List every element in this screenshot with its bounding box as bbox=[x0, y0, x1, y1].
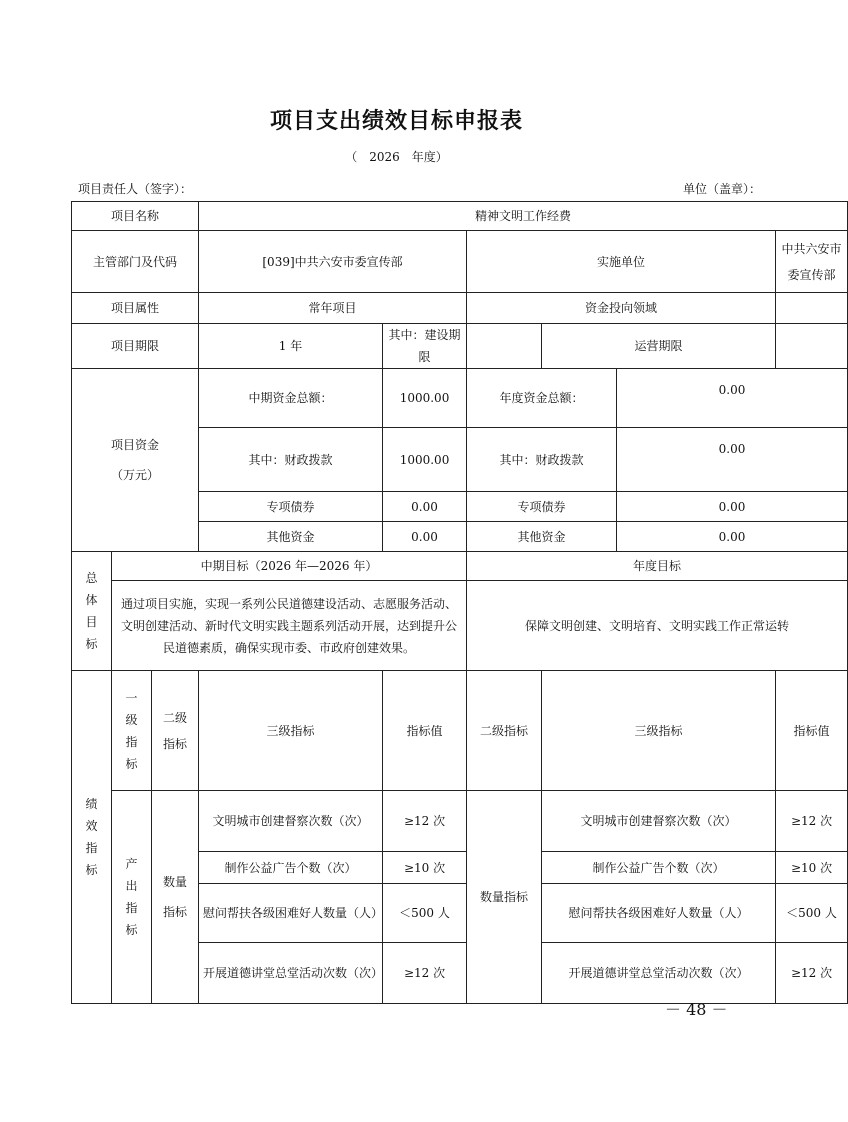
year-indicator-name: 慰问帮扶各级困难好人数量（人） bbox=[542, 884, 776, 943]
header-value: 指标值 bbox=[383, 671, 467, 791]
year-fiscal-label: 其中：财政拨款 bbox=[467, 428, 617, 492]
mid-other-label: 其他资金 bbox=[199, 522, 383, 552]
level1-output-char: 指 bbox=[125, 901, 138, 915]
build-label: 其中：建设期限 bbox=[383, 324, 467, 369]
declaration-table bbox=[71, 201, 848, 1004]
header-level1-char: 标 bbox=[125, 756, 138, 771]
row-goals-body bbox=[72, 581, 848, 671]
project-name-value: 精神文明工作经费 bbox=[199, 202, 848, 231]
mid-indicator-value: ＜500 人 bbox=[383, 884, 467, 943]
header-level1-char: 级 bbox=[125, 712, 138, 727]
year-indicator-name: 开展道德讲堂总堂活动次数（次） bbox=[542, 943, 776, 1004]
header-level2-right: 二级指标 bbox=[467, 671, 542, 791]
page-title: 项目支出绩效目标申报表 bbox=[269, 108, 523, 134]
indicators-side-char: 效 bbox=[85, 819, 98, 833]
mid-indicator-name: 慰问帮扶各级困难好人数量（人） bbox=[199, 884, 383, 943]
year-indicator-value: ＜500 人 bbox=[776, 884, 848, 943]
level1-output-char: 标 bbox=[125, 923, 138, 937]
dept-value: [039]中共六安市委宣传部 bbox=[199, 231, 467, 293]
funds-label bbox=[72, 369, 199, 552]
funds-label-line1: 项目资金 bbox=[111, 438, 160, 452]
year-line: （ 2026 年度） bbox=[345, 150, 448, 164]
period-value: 1 年 bbox=[199, 324, 383, 369]
mid-indicator-name: 开展道德讲堂总堂活动次数（次） bbox=[199, 943, 383, 1004]
level1-output-char: 出 bbox=[125, 879, 138, 893]
indicators-side-char: 标 bbox=[85, 863, 98, 877]
invest-label: 资金投向领域 bbox=[467, 293, 776, 324]
row-goals-header bbox=[72, 552, 848, 581]
row-department bbox=[72, 231, 848, 293]
mid-fiscal-value: 1000.00 bbox=[383, 428, 467, 492]
goals-side-char: 标 bbox=[85, 637, 98, 651]
year-goal-header: 年度目标 bbox=[467, 552, 848, 581]
row-period bbox=[72, 324, 848, 369]
header-value-right: 指标值 bbox=[776, 671, 848, 791]
indicators-side-char: 指 bbox=[85, 841, 98, 855]
year-indicator-value: ≥10 次 bbox=[776, 852, 848, 884]
year-bond-value: 0.00 bbox=[617, 492, 848, 522]
level2-quantity-line: 数量 bbox=[163, 875, 188, 889]
mid-bond-label: 专项债券 bbox=[199, 492, 383, 522]
row-indicators-header bbox=[72, 671, 848, 791]
build-value bbox=[467, 324, 542, 369]
year-other-value: 0.00 bbox=[617, 522, 848, 552]
header-level3: 三级指标 bbox=[199, 671, 383, 791]
project-name-label: 项目名称 bbox=[72, 202, 199, 231]
year-total-value: 0.00 bbox=[617, 369, 848, 428]
header-level2 bbox=[152, 671, 199, 791]
mid-indicator-value: ≥12 次 bbox=[383, 791, 467, 852]
mid-total-value: 1000.00 bbox=[383, 369, 467, 428]
level1-output bbox=[112, 791, 152, 1004]
unit-label: 单位（盖章）： bbox=[682, 182, 761, 196]
header-level1-char: 指 bbox=[125, 734, 138, 749]
year-total-label: 年度资金总额： bbox=[467, 369, 617, 428]
goals-side-label bbox=[72, 552, 112, 671]
goals-side-char: 目 bbox=[85, 615, 98, 629]
ops-value bbox=[776, 324, 848, 369]
indicators-side-char: 绩 bbox=[85, 797, 98, 811]
row-attribute bbox=[72, 293, 848, 324]
period-label: 项目期限 bbox=[72, 324, 199, 369]
mid-goal-text: 通过项目实施，实现一系列公民道德建设活动、志愿服务活动、文明创建活动、新时代文明实践主题系列活动开展，达到提升公民道德素质，确保实现市委、市政府创建效果。 bbox=[112, 581, 467, 671]
year-indicator-value: ≥12 次 bbox=[776, 943, 848, 1004]
level2-quantity-right: 数量指标 bbox=[467, 791, 542, 1004]
mid-total-label: 中期资金总额： bbox=[199, 369, 383, 428]
attr-label: 项目属性 bbox=[72, 293, 199, 324]
row-project-name bbox=[72, 202, 848, 231]
level2-quantity-line: 指标 bbox=[163, 905, 188, 919]
attr-value: 常年项目 bbox=[199, 293, 467, 324]
year-fiscal-value: 0.00 bbox=[617, 428, 848, 492]
goals-side-char: 总 bbox=[85, 571, 98, 585]
year-indicator-value: ≥12 次 bbox=[776, 791, 848, 852]
mid-goal-header: 中期目标（2026 年—2026 年） bbox=[112, 552, 467, 581]
mid-indicator-value: ≥12 次 bbox=[383, 943, 467, 1004]
header-level2-line: 指标 bbox=[163, 736, 188, 751]
level1-output-char: 产 bbox=[125, 857, 138, 871]
invest-value bbox=[776, 293, 848, 324]
mid-indicator-value: ≥10 次 bbox=[383, 852, 467, 884]
dept-label: 主管部门及代码 bbox=[72, 231, 199, 293]
funds-label-line2: （万元） bbox=[111, 468, 160, 482]
indicator-row bbox=[72, 791, 848, 852]
mid-bond-value: 0.00 bbox=[383, 492, 467, 522]
page-number: － 48 － bbox=[665, 1000, 728, 1019]
mid-indicator-name: 制作公益广告个数（次） bbox=[199, 852, 383, 884]
year-goal-text: 保障文明创建、文明培育、文明实践工作正常运转 bbox=[467, 581, 848, 671]
header-level2-line: 二级 bbox=[163, 710, 188, 725]
row-funds-total bbox=[72, 369, 848, 428]
year-bond-label: 专项债券 bbox=[467, 492, 617, 522]
year-indicator-name: 文明城市创建督察次数（次） bbox=[542, 791, 776, 852]
year-indicator-name: 制作公益广告个数（次） bbox=[542, 852, 776, 884]
impl-value: 中共六安市委宣传部 bbox=[776, 231, 848, 293]
indicators-side-label bbox=[72, 671, 112, 1004]
header-level3-right: 三级指标 bbox=[542, 671, 776, 791]
mid-fiscal-label: 其中：财政拨款 bbox=[199, 428, 383, 492]
year-other-label: 其他资金 bbox=[467, 522, 617, 552]
mid-indicator-name: 文明城市创建督察次数（次） bbox=[199, 791, 383, 852]
header-level1 bbox=[112, 671, 152, 791]
impl-label: 实施单位 bbox=[467, 231, 776, 293]
goals-side-char: 体 bbox=[85, 593, 98, 607]
level2-quantity bbox=[152, 791, 199, 1004]
mid-other-value: 0.00 bbox=[383, 522, 467, 552]
header-level1-char: 一 bbox=[125, 690, 138, 705]
ops-label: 运营期限 bbox=[542, 324, 776, 369]
responsible-label: 项目责任人（签字）： bbox=[78, 182, 193, 196]
